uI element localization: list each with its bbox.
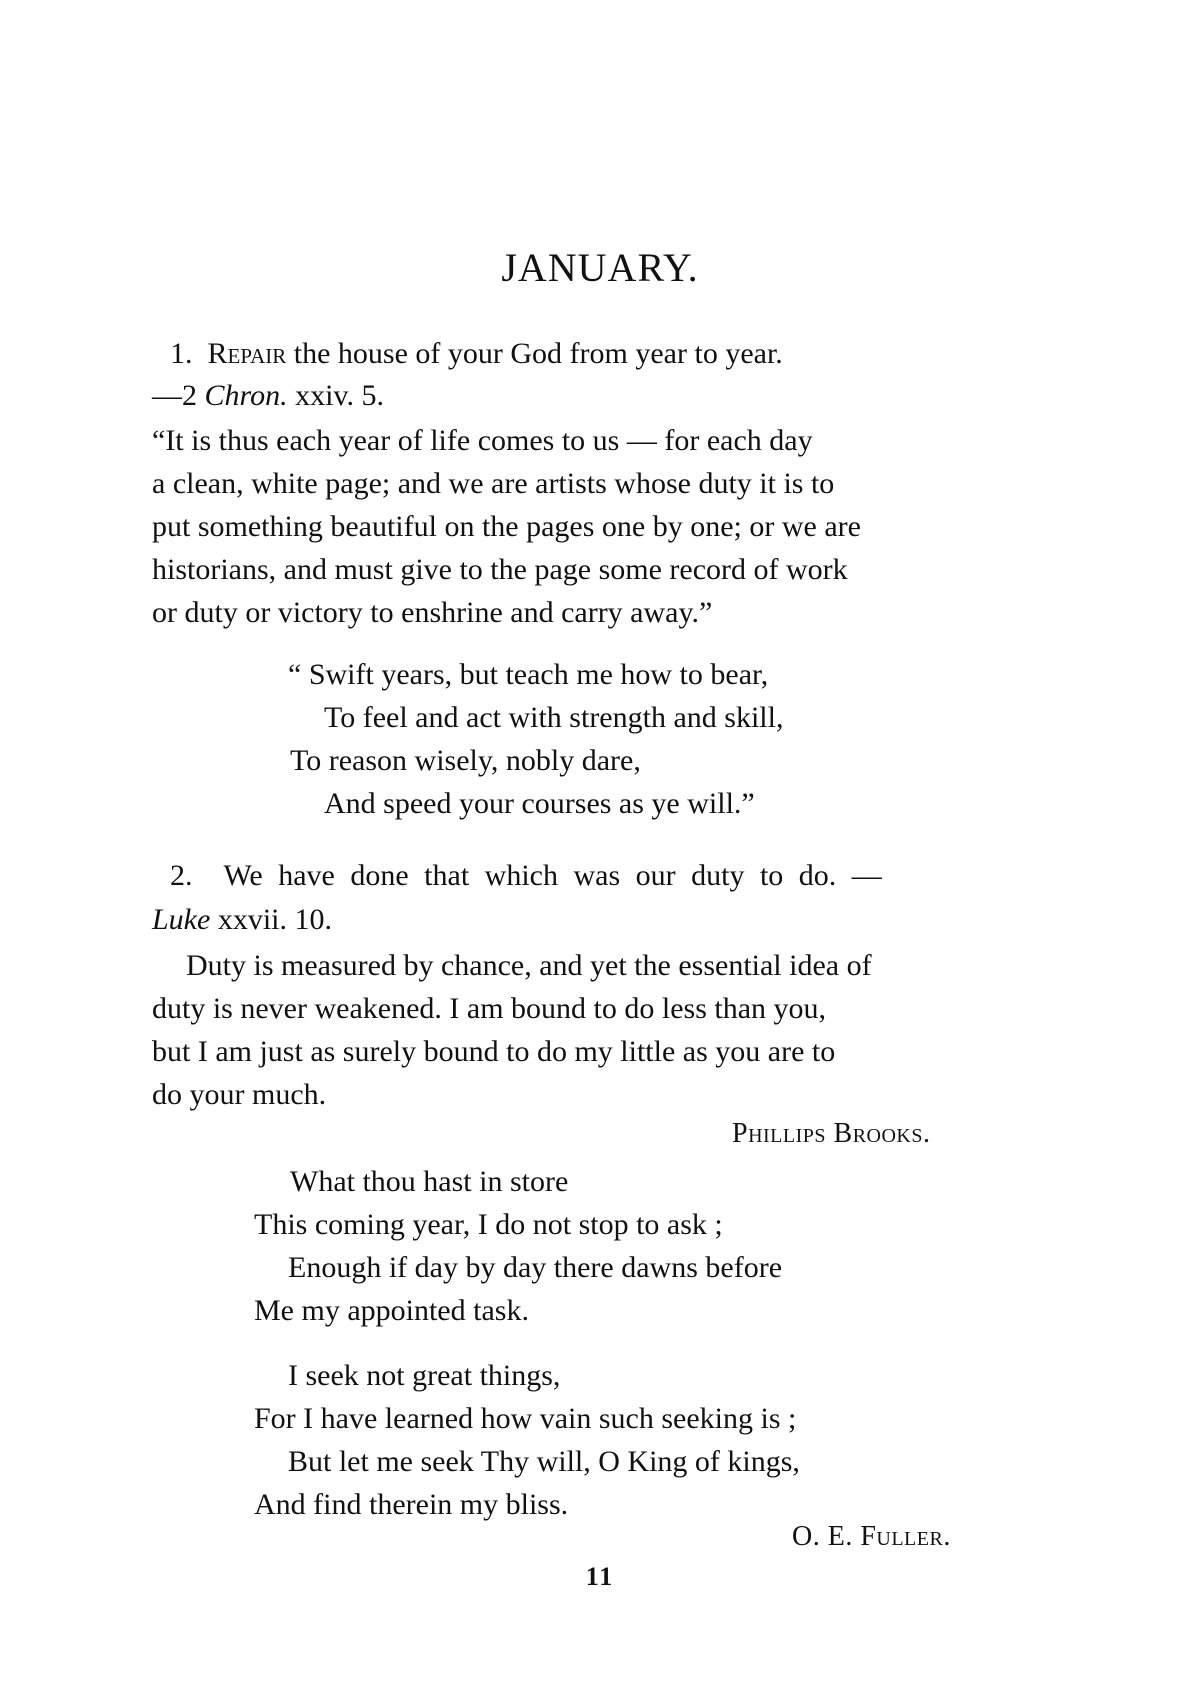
poem-line: To reason wisely, nobly dare, <box>290 744 641 777</box>
poem-line: And find therein my bliss. <box>254 1488 569 1521</box>
poem-line: For I have learned how vain such seeking is ; <box>254 1402 797 1435</box>
poem-line: What thou hast in store <box>290 1165 569 1198</box>
poem-line: But let me seek Thy will, O King of kings, <box>288 1445 800 1478</box>
prose-line: but I am just as surely bound to do my little as you are to <box>152 1035 836 1068</box>
quote-line: historians, and must give to the page some record of work <box>152 553 848 586</box>
poem-line: I seek not great things, <box>288 1359 561 1392</box>
quote-line: put something beautiful on the pages one by one; or we are <box>152 510 861 543</box>
quote-line: a clean, white page; and we are artists whose duty it is to <box>152 467 835 500</box>
poem-line: Enough if day by day there dawns before <box>288 1251 783 1284</box>
entry-2-reference <box>152 902 332 938</box>
entry-1-verse-line <box>170 336 783 372</box>
prose-author: Phillips Brooks. <box>732 1118 931 1149</box>
page-number: 11 <box>585 1562 615 1591</box>
reference-book: Chron. <box>204 379 288 412</box>
poem-line: This coming year, I do not stop to ask ; <box>254 1208 723 1241</box>
poem-line: And speed your courses as ye will.” <box>324 787 755 820</box>
page-heading: JANUARY. <box>501 245 699 290</box>
poem-author: O. E. Fuller. <box>792 1521 951 1552</box>
reference-chapter: xxvii. 10. <box>217 903 332 936</box>
entry-number: 2. <box>170 859 193 892</box>
entry-2-verse-line <box>170 858 882 894</box>
quote-line: or duty or victory to enshrine and carry away.” <box>152 596 713 629</box>
reference-dash: —2 <box>152 379 197 412</box>
quote-line: “It is thus each year of life comes to us — for each day <box>152 424 813 457</box>
prose-line: do your much. <box>152 1078 327 1111</box>
poem-line: “ Swift years, but teach me how to bear, <box>288 658 769 691</box>
poem-line: To feel and act with strength and skill, <box>324 701 784 734</box>
poem-line: Me my appointed task. <box>254 1294 529 1327</box>
verse-text: We have done that which was our duty to do. — <box>223 859 882 892</box>
reference-book: Luke <box>152 903 211 936</box>
prose-line: Duty is measured by chance, and yet the essential idea of <box>186 949 872 982</box>
entry-1-reference <box>152 378 384 414</box>
prose-line: duty is never weakened. I am bound to do less than you, <box>152 992 827 1025</box>
verse-text: the house of your God from year to year. <box>293 337 783 370</box>
verse-lead-word: Repair <box>207 337 287 370</box>
reference-chapter: xxiv. 5. <box>295 379 384 412</box>
entry-number: 1. <box>170 337 193 370</box>
